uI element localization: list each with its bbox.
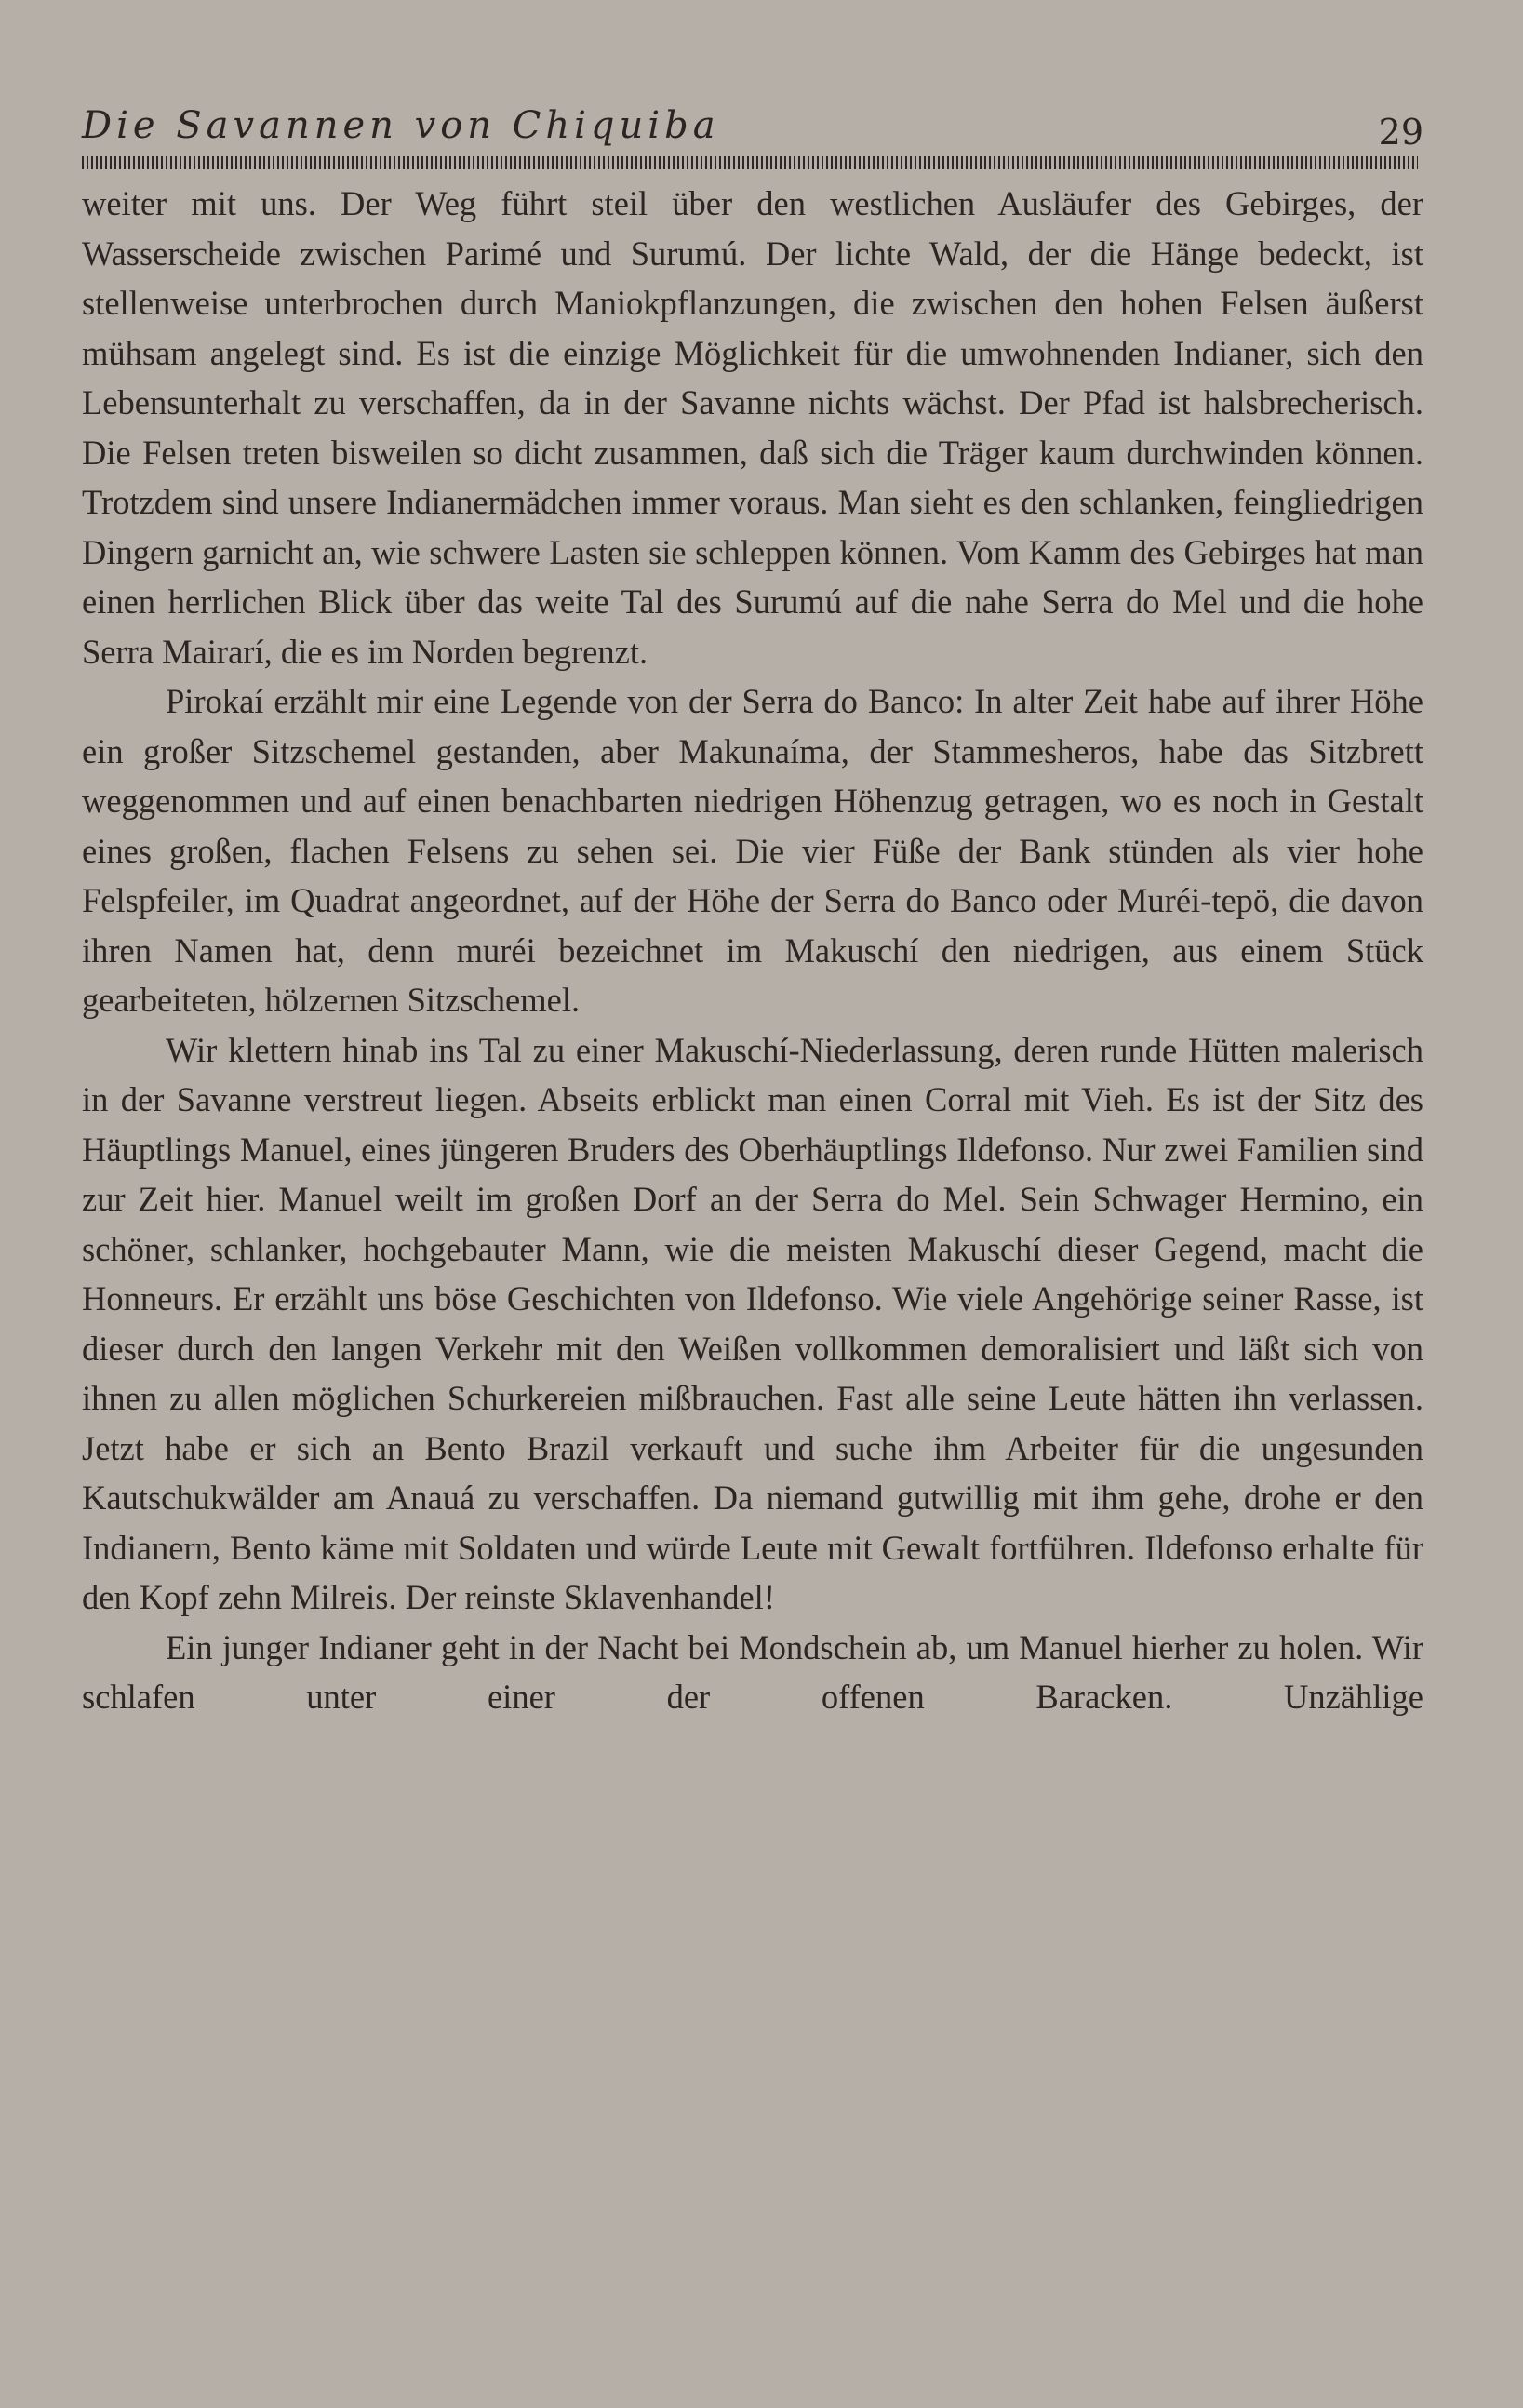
paragraph-1: weiter mit uns. Der Weg führt steil über den westlichen Ausläufer des Gebirges, der Wasserscheide zwischen Parimé und Surumú. Der lichte Wald, der die Hänge bedeckt, ist stellenweise unterbrochen durch Maniokpflanzungen, die zwischen den hohen Felsen äußerst mühsam angelegt sind. Es ist die einzige Möglichkeit für die umwohnenden Indianer, sich den Lebensunterhalt zu verschaffen, da in der Savanne nichts wächst. Der Pfad ist halsbrecherisch. Die Felsen treten bisweilen so dicht zusammen, daß sich die Träger kaum durchwinden können. Trotzdem sind unsere Indianermädchen immer voraus. Man sieht es den schlanken, feingliedrigen Dingern garnicht an, wie schwere Lasten sie schleppen können. Vom Kamm des Gebirges hat man einen herrlichen Blick über das weite Tal des Surumú auf die nahe Serra do Mel und die hohe Serra Mairarí, die es im Norden begrenzt. — [82, 184, 1423, 671]
body-text — [82, 179, 1423, 1722]
running-title: Die Savannen von Chiquiba — [82, 104, 720, 147]
header-rule — [82, 156, 1418, 169]
paragraph-4: Ein junger Indianer geht in der Nacht bei Mondschein ab, um Manuel hierher zu holen. Wir schlafen unter einer der offenen Baracken. Unzählige — [82, 1627, 1423, 1716]
paragraph-3: Wir klettern hinab ins Tal zu einer Makuschí-Niederlassung, deren runde Hütten malerisch in der Savanne verstreut liegen. Abseits erblickt man einen Corral mit Vieh. Es ist der Sitz des Häuptlings Manuel, eines jüngeren Bruders des Oberhäuptlings Ildefonso. Nur zwei Familien sind zur Zeit hier. Manuel weilt im großen Dorf an der Serra do Mel. Sein Schwager Hermino, ein schöner, schlanker, hochgebauter Mann, wie die meisten Makuschí dieser Gegend, macht die Honneurs. Er erzählt uns böse Geschichten von Ildefonso. Wie viele Angehörige seiner Rasse, ist dieser durch den langen Verkehr mit den Weißen vollkommen demoralisiert und läßt sich von ihnen zu allen möglichen Schurkereien mißbrauchen. Fast alle seine Leute hätten ihn verlassen. Jetzt habe er sich an Bento Brazil verkauft und suche ihm Arbeiter für die ungesunden Kautschukwälder am Anauá zu verschaffen. Da niemand gutwillig mit ihm gehe, drohe er den Indianern, Bento käme mit Soldaten und würde Leute mit Gewalt fortführen. Ildefonso erhalte für den Kopf zehn Milreis. Der reinste Sklavenhandel! — [82, 1030, 1423, 1616]
page-number: 29 — [1378, 112, 1423, 153]
paragraph-2: Pirokaí erzählt mir eine Legende von der Serra do Banco: In alter Zeit habe auf ihrer Höhe ein großer Sitzschemel gestanden, aber Makunaíma, der Stammesheros, habe das Sitzbrett weggenommen und auf einen benachbarten niedrigen Höhenzug getragen, wo es noch in Gestalt eines großen, flachen Felsens zu sehen sei. Die vier Füße der Bank stünden als vier hohe Felspfeiler, im Quadrat angeordnet, auf der Höhe der Serra do Banco oder Muréi-tepö, die davon ihren Namen hat, denn muréi bezeichnet im Makuschí den niedrigen, aus einem Stück gearbeiteten, hölzernen Sitzschemel. — [82, 682, 1423, 1019]
page-header — [82, 104, 1423, 156]
